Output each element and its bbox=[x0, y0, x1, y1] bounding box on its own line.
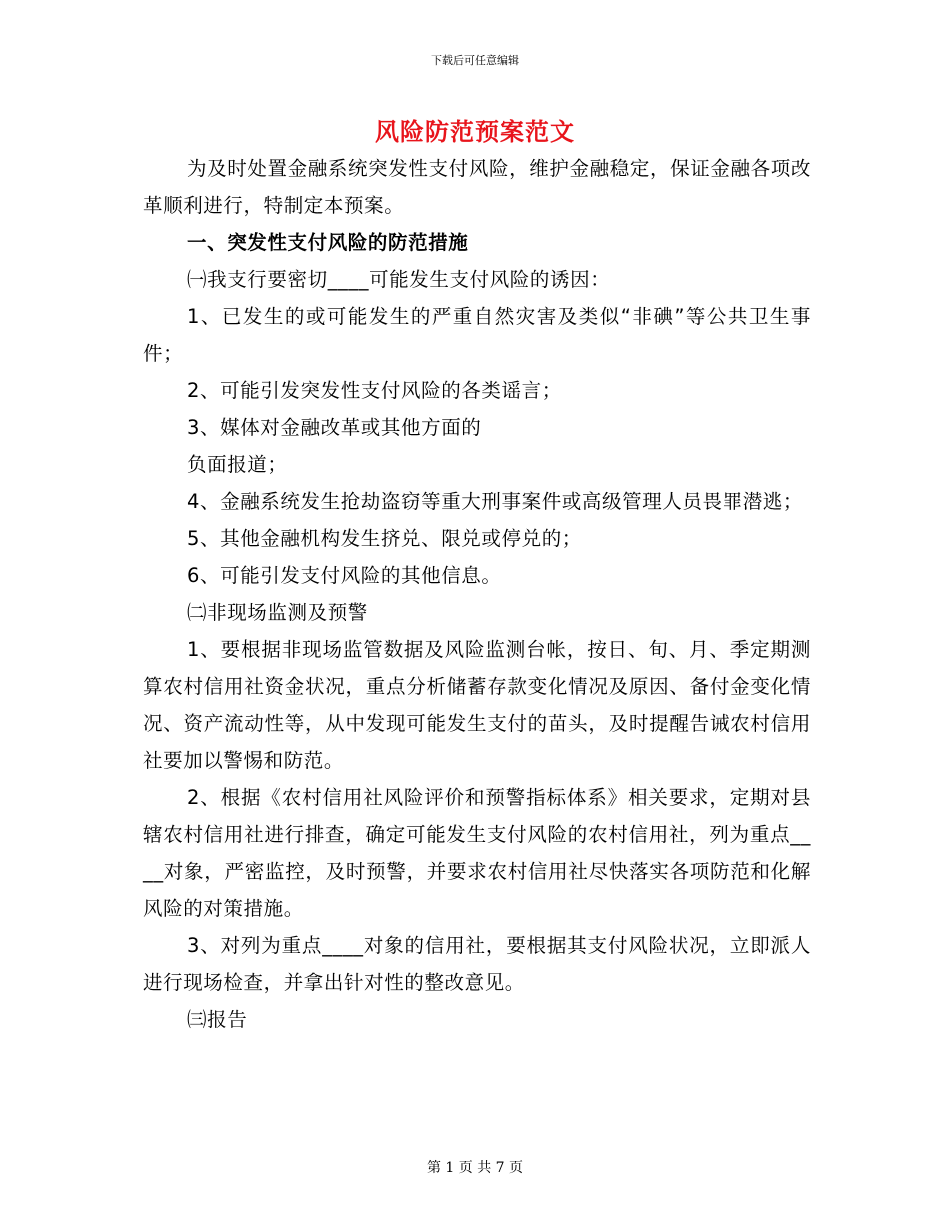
list-item: 1、要根据非现场监管数据及风险监测台帐，按日、旬、月、季定期测算农村信用社资金状况，重点分析储蓄存款变化情况及原因、备付金变化情况、资产流动性等，从中发现可能发生支付的苗头，及时提醒告诫农村信用社要加以警惕和防范。 bbox=[143, 638, 811, 772]
list-item-continuation: 负面报道； bbox=[187, 453, 288, 476]
intro-paragraph: 为及时处置金融系统突发性支付风险，维护金融稳定，保证金融各项改革顺利进行，特制定本预案。 bbox=[143, 157, 811, 217]
list-item: 4、金融系统发生抢劫盗窃等重大刑事案件或高级管理人员畏罪潜逃； bbox=[187, 490, 804, 513]
list-item: 2、可能引发突发性支付风险的各类谣言； bbox=[187, 379, 562, 402]
page-indicator: 第 1 页 共 7 页 bbox=[426, 1160, 524, 1176]
list-item: 3、媒体对金融改革或其他方面的 bbox=[187, 416, 482, 439]
subsection-heading: ㈢报告 bbox=[187, 1008, 248, 1031]
list-item: 2、根据《农村信用社风险评价和预警指标体系》相关要求，定期对县辖农村信用社进行排查，确定可能发生支付风险的农村信用社，列为重点____对象，严密监控，及时预警，并要求农村信用社尽快落实各项防范和化解风险的对策措施。 bbox=[143, 786, 811, 920]
list-item: 1、已发生的或可能发生的严重自然灾害及类似“非碘”等公共卫生事件； bbox=[143, 305, 811, 365]
list-item: 6、可能引发支付风险的其他信息。 bbox=[187, 564, 502, 587]
document-body bbox=[143, 150, 811, 1038]
header-note: 下载后可任意编辑 bbox=[431, 54, 519, 67]
section-heading: 一、突发性支付风险的防范措施 bbox=[187, 231, 469, 254]
document-title: 风险防范预案范文 bbox=[375, 118, 575, 146]
subsection-heading: ㈡非现场监测及预警 bbox=[187, 601, 368, 624]
list-item: 5、其他金融机构发生挤兑、限兑或停兑的； bbox=[187, 527, 582, 550]
list-item: 3、对列为重点____对象的信用社，要根据其支付风险状况，立即派人进行现场检查，并拿出针对性的整改意见。 bbox=[143, 934, 811, 994]
subsection-heading: ㈠我支行要密切____可能发生支付风险的诱因： bbox=[187, 268, 611, 291]
